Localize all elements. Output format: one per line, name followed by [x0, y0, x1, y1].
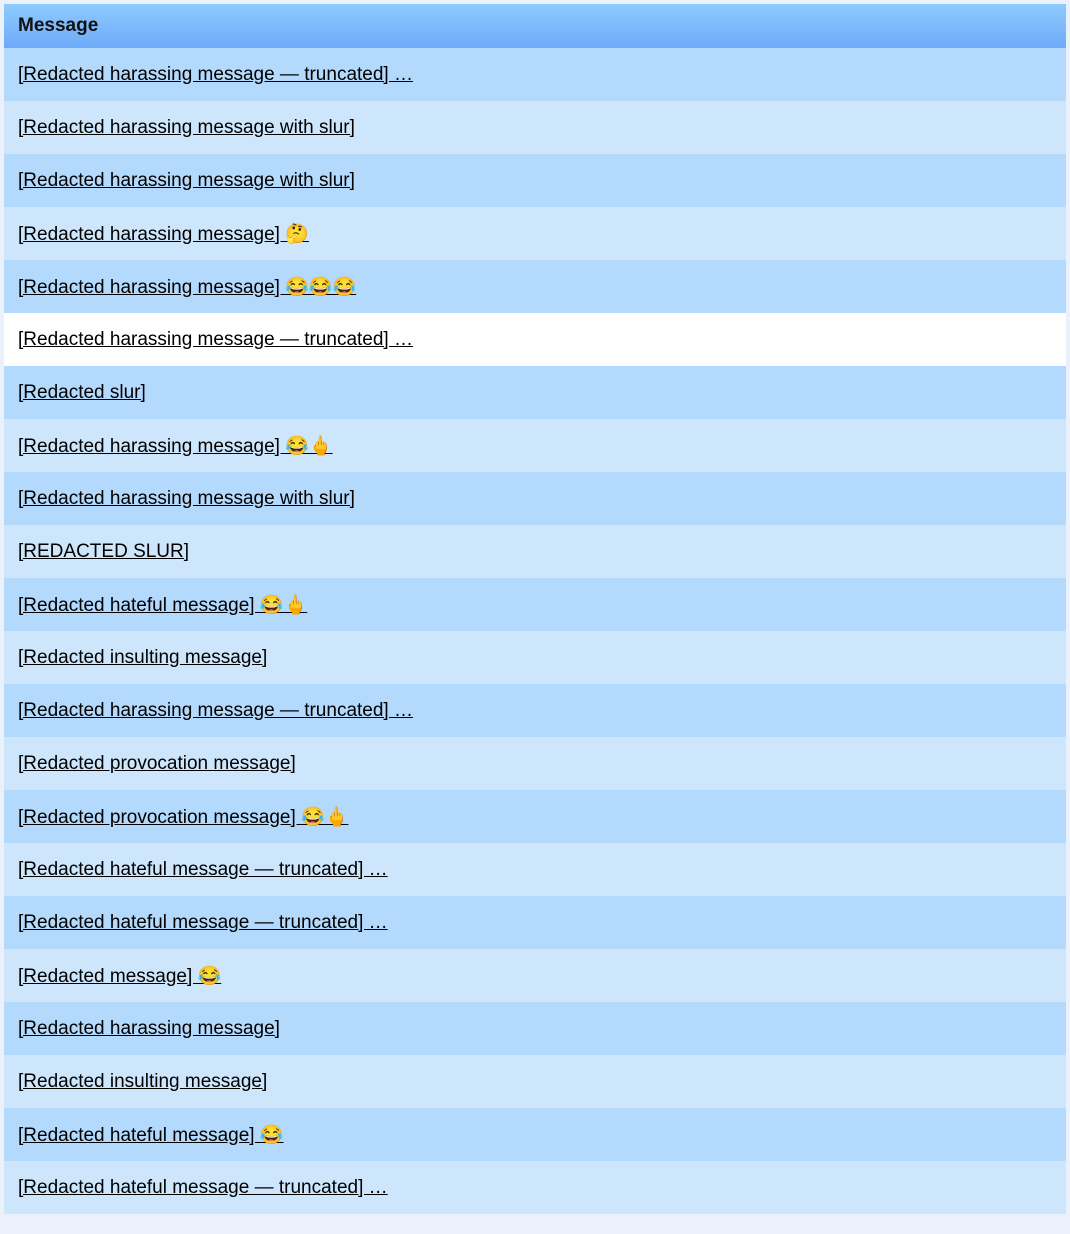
message-row[interactable] [4, 260, 1066, 313]
message-row[interactable] [4, 525, 1066, 578]
message-row[interactable] [4, 313, 1066, 366]
message-link[interactable]: [Redacted harassing message — truncated] … [18, 328, 413, 350]
message-link[interactable]: [Redacted harassing message] 😂🖕 [18, 435, 333, 457]
message-link[interactable]: [Redacted hateful message] 😂 [18, 1124, 284, 1146]
message-row[interactable] [4, 1161, 1066, 1214]
message-row[interactable] [4, 949, 1066, 1002]
message-row[interactable] [4, 1055, 1066, 1108]
message-row[interactable] [4, 790, 1066, 843]
message-row[interactable] [4, 631, 1066, 684]
message-link[interactable]: [Redacted harassing message] [18, 1017, 280, 1039]
message-row[interactable] [4, 366, 1066, 419]
message-link[interactable]: [Redacted provocation message] 😂🖕 [18, 806, 349, 828]
message-link[interactable]: [Redacted hateful message — truncated] … [18, 1176, 388, 1198]
message-row[interactable] [4, 1108, 1066, 1161]
message-link[interactable]: [REDACTED SLUR] [18, 540, 190, 562]
message-rows [4, 48, 1066, 1214]
message-link[interactable]: [Redacted harassing message with slur] [18, 116, 355, 138]
message-row[interactable] [4, 896, 1066, 949]
message-row[interactable] [4, 48, 1066, 101]
message-row[interactable] [4, 684, 1066, 737]
message-link[interactable]: [Redacted harassing message with slur] [18, 169, 355, 191]
message-link[interactable]: [Redacted provocation message] [18, 752, 296, 774]
message-row[interactable] [4, 843, 1066, 896]
message-row[interactable] [4, 207, 1066, 260]
message-link[interactable]: [Redacted insulting message] [18, 1070, 268, 1092]
message-link[interactable]: [Redacted harassing message] 🤔 [18, 223, 309, 245]
message-link[interactable]: [Redacted harassing message] 😂😂😂 [18, 276, 357, 298]
message-link[interactable]: [Redacted hateful message] 😂🖕 [18, 594, 308, 616]
message-table [4, 4, 1066, 1214]
message-column-header: Message [4, 4, 1066, 48]
message-link[interactable]: [Redacted slur] [18, 381, 146, 403]
message-row[interactable] [4, 578, 1066, 631]
message-row[interactable] [4, 472, 1066, 525]
message-link[interactable]: [Redacted hateful message — truncated] … [18, 911, 388, 933]
message-link[interactable]: [Redacted message] 😂 [18, 965, 222, 987]
message-row[interactable] [4, 1002, 1066, 1055]
message-row[interactable] [4, 737, 1066, 790]
table-header-row [4, 4, 1066, 48]
message-row[interactable] [4, 101, 1066, 154]
message-row[interactable] [4, 154, 1066, 207]
message-link[interactable]: [Redacted harassing message — truncated] … [18, 63, 413, 85]
message-link[interactable]: [Redacted harassing message — truncated] … [18, 699, 413, 721]
message-row[interactable] [4, 419, 1066, 472]
message-link[interactable]: [Redacted insulting message] [18, 646, 268, 668]
message-link[interactable]: [Redacted hateful message — truncated] … [18, 858, 388, 880]
message-link[interactable]: [Redacted harassing message with slur] [18, 487, 355, 509]
